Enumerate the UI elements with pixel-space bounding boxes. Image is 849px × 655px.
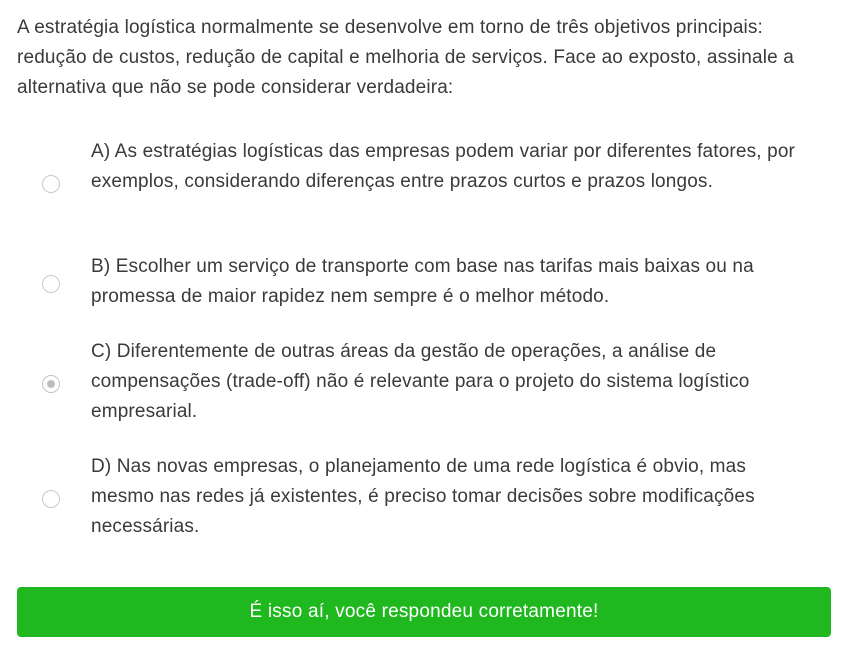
option-b[interactable] (0, 252, 849, 312)
correct-answer-banner: É isso aí, você respondeu corretamente! (17, 587, 831, 637)
option-c-radio[interactable] (42, 375, 60, 393)
option-a-radio[interactable] (42, 175, 60, 193)
option-b-label: B) Escolher um serviço de transporte com base nas tarifas mais baixas ou na promessa de maior rapidez nem sempre é o melhor método. (91, 256, 754, 307)
option-b-radio[interactable] (42, 275, 60, 293)
option-d-radio[interactable] (42, 490, 60, 508)
option-d[interactable] (0, 452, 849, 542)
question-text: A estratégia logística normalmente se desenvolve em torno de três objetivos principais: redução de custos, redução de capital e melhoria de serviços. Face ao exposto, assinale a alternativa que não se pode considerar verdadeira: (17, 17, 794, 98)
option-a-label: A) As estratégias logísticas das empresas podem variar por diferentes fatores, por exemplos, considerando diferenças entre prazos curtos e prazos longos. (91, 141, 796, 192)
option-c-label: C) Diferentemente de outras áreas da gestão de operações, a análise de compensações (trade-off) não é relevante para o projeto do sistema logístico empresarial. (91, 341, 750, 422)
option-d-label: D) Nas novas empresas, o planejamento de uma rede logística é obvio, mas mesmo nas redes já existentes, é preciso tomar decisões sobre modificações necessárias. (91, 456, 755, 537)
option-a[interactable] (0, 137, 849, 227)
option-c[interactable] (0, 337, 849, 427)
